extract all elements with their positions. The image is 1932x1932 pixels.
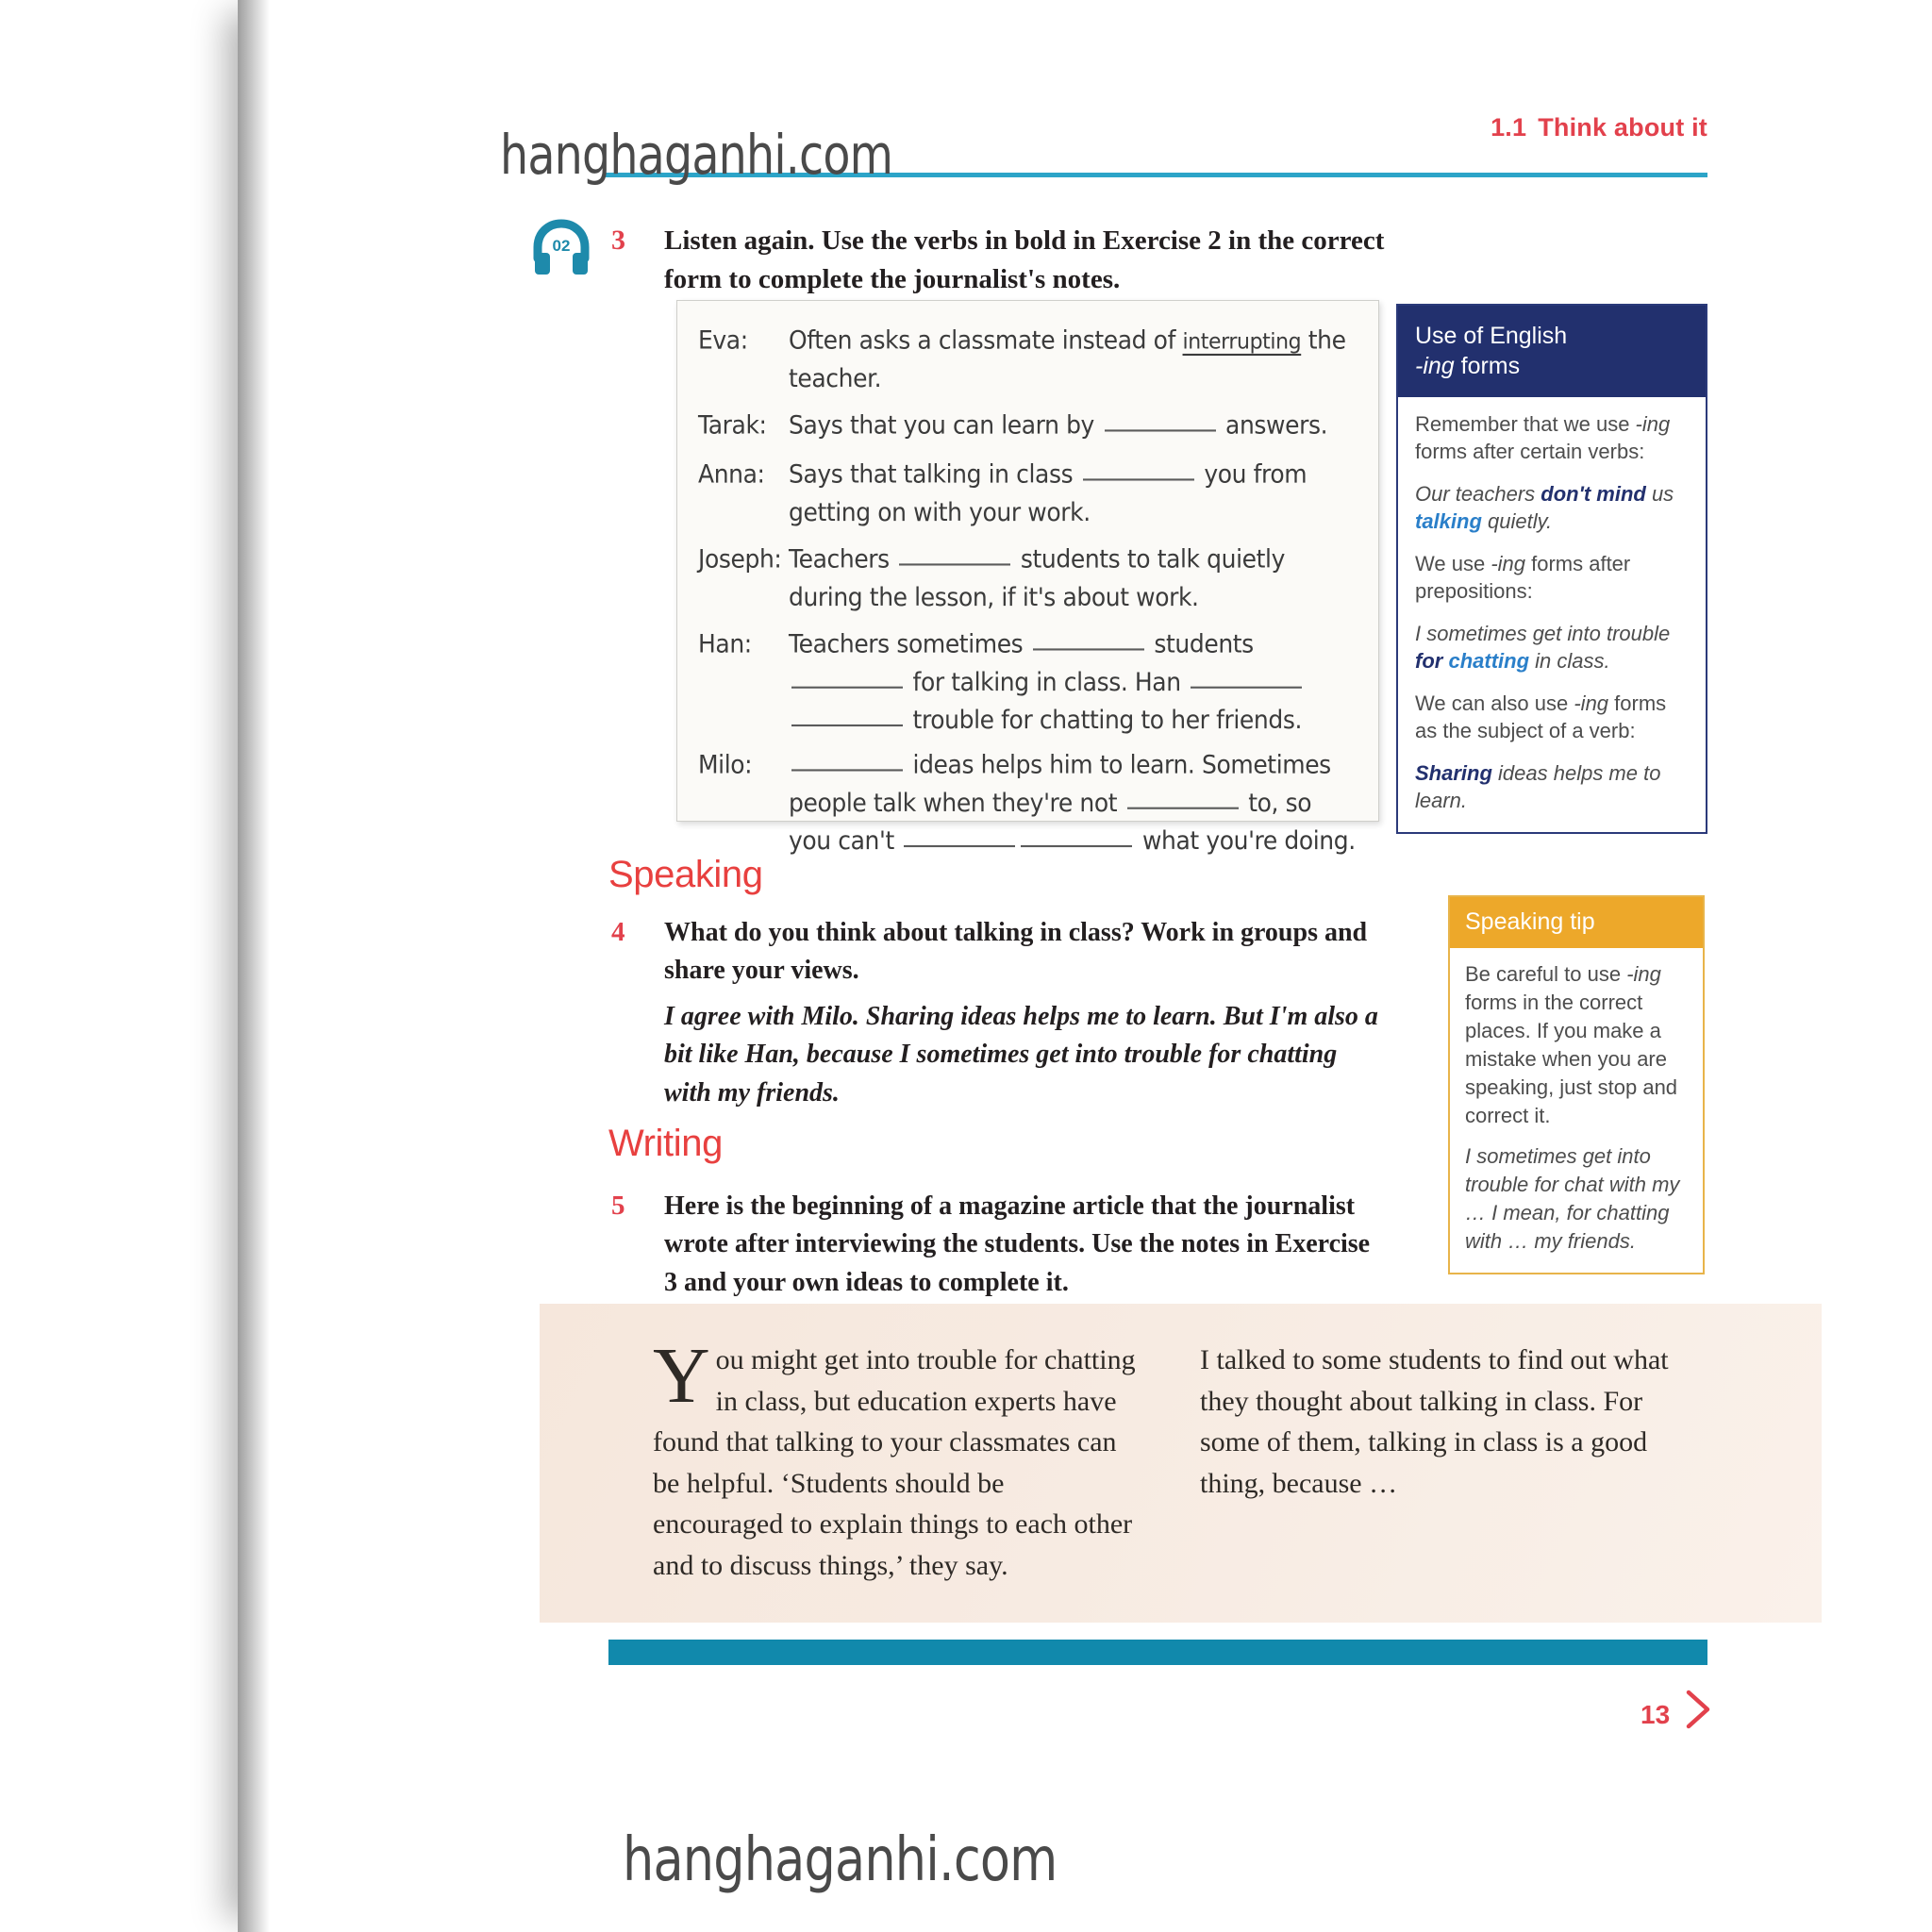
rule-ing-italic: -ing [1635, 412, 1671, 436]
textbook-page-sheet [238, 0, 1707, 1932]
note-text-run: you from getting on with your work. [789, 459, 1307, 527]
rule-text-after: forms as the subject of a verb: [1415, 691, 1667, 743]
rule-text-before: We can also use [1415, 691, 1574, 715]
writing-section-heading: Writing [608, 1123, 723, 1164]
note-text-run: trouble for chatting to her friends. [906, 705, 1302, 735]
unit-number: 1.1 [1491, 113, 1527, 142]
article-column-2: I talked to some students to find out what they thought about talking in class. For some of them, talking in class is a good thing, because … [1200, 1344, 1669, 1499]
use-of-english-title-line2 [1415, 351, 1689, 381]
note-text-run: ideas helps him to learn. Sometimes people talk when they're not [789, 750, 1331, 818]
rule-ing-italic: -ing [1491, 551, 1525, 575]
rule-text-before: Remember that we use [1415, 412, 1636, 436]
answer-filled[interactable]: interrupting [1182, 329, 1302, 355]
exercise-3-instruction: Listen again. Use the verbs in bold in Exercise 2 in the correct form to complete the journalist's notes. [664, 225, 1385, 295]
use-of-english-box [1396, 304, 1707, 834]
magazine-article-panel [540, 1304, 1822, 1623]
note-speaker-name: Tarak: [698, 410, 767, 440]
answer-blank[interactable] [791, 724, 903, 726]
rule-text-before: We use [1415, 551, 1491, 575]
example-run-navy: don't mind [1541, 481, 1646, 506]
note-text-run: Teachers sometimes [789, 629, 1030, 658]
answer-blank[interactable] [791, 687, 903, 689]
exercise-3-number: 3 [611, 225, 625, 256]
answer-blank[interactable] [904, 845, 1015, 847]
example-run-ital: ideas helps me to learn. [1415, 760, 1661, 813]
note-sentence [789, 625, 1357, 740]
article-dropcap: Y [653, 1332, 710, 1420]
example-run-ital: in class. [1529, 649, 1610, 674]
note-sentence [789, 541, 1357, 617]
journalist-notes-box [676, 300, 1379, 856]
answer-blank[interactable] [1191, 687, 1302, 689]
note-text-run: Says that you can learn by [789, 410, 1102, 440]
use-of-english-rule [1415, 690, 1689, 745]
note-row [677, 407, 1378, 442]
article-column-1 [653, 1332, 1136, 1586]
note-row [677, 456, 1378, 527]
rule-text-after: forms after prepositions: [1415, 551, 1631, 604]
exercise-5-number: 5 [611, 1191, 625, 1221]
use-of-english-example [1415, 759, 1689, 815]
use-of-english-body [1398, 397, 1706, 832]
headphones-audio-icon[interactable] [532, 219, 591, 277]
use-of-english-rule [1415, 410, 1689, 466]
example-run-ital: quietly. [1481, 509, 1553, 534]
answer-blank[interactable] [791, 769, 903, 771]
note-text-run: students [1146, 629, 1254, 658]
exercise-4-example-answer: I agree with Milo. Sharing ideas helps me to learn. But I'm also a bit like Han, because I sometimes get into trouble for chatting with my friends. [664, 1002, 1378, 1108]
answer-blank[interactable] [1033, 648, 1144, 650]
use-of-english-example [1415, 480, 1689, 536]
use-of-english-title-line1: Use of English [1415, 323, 1568, 349]
speaking-section-heading: Speaking [608, 854, 763, 895]
note-speaker-name: Joseph: [698, 544, 782, 574]
use-of-english-header [1398, 306, 1706, 397]
note-text-run: the teacher. [789, 325, 1346, 393]
example-run-blue: talking [1415, 509, 1482, 534]
chevron-right-icon[interactable] [1683, 1689, 1715, 1730]
unit-title: Think about it [1538, 113, 1707, 142]
note-speaker-name: Anna: [698, 459, 765, 489]
note-text-run: Often asks a classmate instead of [789, 325, 1183, 355]
watermark-bottom: hanghaganhi.com [623, 1825, 1058, 1895]
note-row [677, 541, 1378, 612]
article-column-1-text: ou might get into trouble for chatting in class, but education experts have found that talking to your classmates can be helpful. ‘Students should be encouraged to explain things to each other and to discuss things,’ they say. [653, 1344, 1136, 1581]
note-text-run: to, so you can't [789, 788, 1312, 856]
note-text-run: answers. [1218, 410, 1328, 440]
answer-blank[interactable] [1105, 429, 1216, 431]
speaking-tip-header: Speaking tip [1450, 897, 1703, 948]
speaking-tip-paragraph [1465, 960, 1688, 1129]
tip-text-after: forms in the correct places. If you make a mistake when you are speaking, just stop and correct it. [1465, 990, 1678, 1127]
speaking-tip-body [1450, 948, 1703, 1273]
use-of-english-rule [1415, 550, 1689, 606]
forms-word: forms [1454, 353, 1521, 379]
audio-track-number: 02 [552, 237, 571, 255]
note-sentence [789, 407, 1357, 444]
watermark-top: hanghaganhi.com [500, 123, 893, 187]
tip-text-before: Be careful to use [1465, 962, 1627, 986]
example-run-navy: Sharing [1415, 760, 1492, 785]
exercise-4-instruction: What do you think about talking in class? Work in groups and share your views. [664, 918, 1368, 986]
speaking-tip-example: I sometimes get into trouble for chat with my … I mean, for chatting with … my friends. [1465, 1144, 1680, 1254]
note-text-run: students to talk quietly during the lesson, if it's about work. [789, 544, 1285, 612]
ing-italic: -ing [1415, 353, 1455, 379]
note-speaker-name: Eva: [698, 325, 748, 355]
answer-blank[interactable] [899, 563, 1010, 565]
note-text-run: Teachers [789, 544, 897, 574]
footer-bar [608, 1640, 1707, 1665]
note-row [677, 322, 1378, 393]
rule-text-after: forms after certain verbs: [1415, 440, 1645, 464]
tip-ing-italic: -ing [1626, 962, 1661, 986]
speaking-tip-box [1448, 895, 1705, 1274]
use-of-english-example [1415, 620, 1689, 675]
rule-ing-italic: -ing [1574, 691, 1609, 715]
note-sentence [789, 456, 1357, 532]
journalist-notes-list [677, 301, 1378, 854]
note-row [677, 746, 1378, 854]
example-run-navy: for [1415, 649, 1449, 674]
example-run-blue: chatting [1448, 649, 1530, 674]
answer-blank[interactable] [1021, 845, 1132, 847]
exercise-4-number: 4 [611, 917, 625, 947]
example-run-ital: Our teachers [1415, 481, 1541, 506]
note-speaker-name: Han: [698, 629, 752, 658]
example-run-ital: us [1645, 481, 1674, 506]
note-row [677, 625, 1378, 733]
answer-blank[interactable] [1127, 808, 1239, 809]
note-text-run: Says that talking in class [789, 459, 1080, 489]
example-run-ital: I sometimes get into trouble [1415, 621, 1671, 645]
unit-topic-label [1491, 113, 1707, 142]
answer-blank[interactable] [1083, 478, 1194, 480]
note-text-run: for talking in class. Han [906, 667, 1189, 697]
note-sentence [789, 746, 1357, 860]
page-number: 13 [1641, 1700, 1671, 1729]
note-speaker-name: Milo: [698, 750, 753, 779]
note-sentence [789, 322, 1357, 398]
exercise-5-instruction: Here is the beginning of a magazine article that the journalist wrote after interviewing the students. Use the notes in Exercise 3 and your own ideas to complete it. [664, 1191, 1371, 1297]
note-text-run: what you're doing. [1135, 825, 1356, 856]
